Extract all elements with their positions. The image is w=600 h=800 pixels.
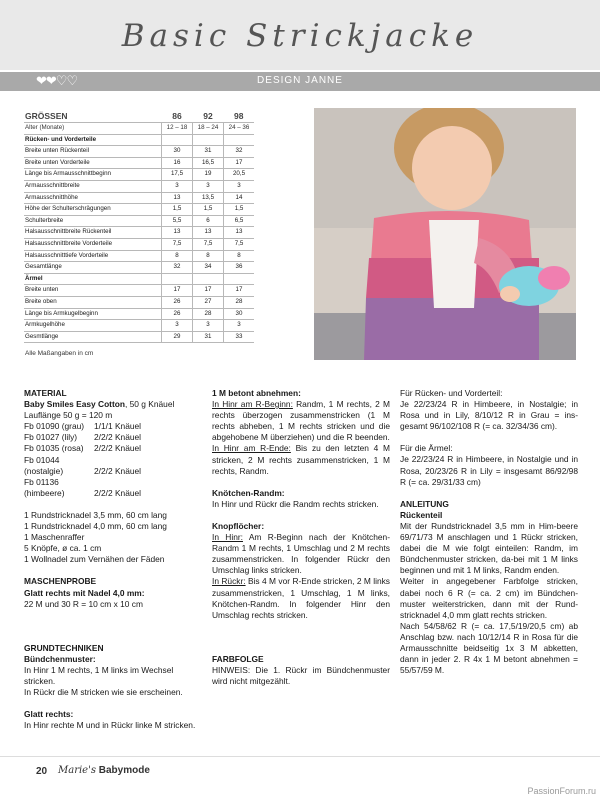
instruction-column bbox=[400, 388, 578, 676]
row-value: 26 bbox=[162, 296, 193, 308]
technique-column bbox=[212, 388, 390, 687]
maschenprobe-subheading: Glatt rechts mit Nadel 4,0 mm: bbox=[24, 587, 145, 598]
row-value: 32 bbox=[162, 262, 193, 274]
buendchen-line-1: In Hinr 1 M rechts, 1 M links im Wechsel stricken. bbox=[24, 664, 174, 686]
table-row bbox=[24, 262, 254, 274]
table-row bbox=[24, 146, 254, 158]
row-value: 19 bbox=[193, 169, 224, 181]
row-value: 28 bbox=[224, 296, 255, 308]
table-row bbox=[24, 285, 254, 297]
table-header-size: 86 bbox=[162, 110, 193, 123]
rueckenteil-heading: Rückenteil bbox=[400, 509, 443, 520]
table-row bbox=[24, 308, 254, 320]
abnehmen-text-1 bbox=[212, 399, 390, 443]
row-value: 29 bbox=[162, 331, 193, 343]
row-value bbox=[193, 134, 224, 146]
row-value: 13 bbox=[193, 227, 224, 239]
buendchen-heading: Bündchenmuster: bbox=[24, 653, 96, 664]
abnehmen-label-2: In Hinr am R-Ende: bbox=[212, 443, 291, 454]
row-label: Armkugelhöhe bbox=[24, 320, 162, 332]
tool-item: 1 Rundstricknadel 3,5 mm, 60 cm lang bbox=[24, 509, 167, 520]
material-heading: MATERIAL bbox=[24, 388, 67, 398]
row-value: 13,5 bbox=[193, 192, 224, 204]
abnehmen-body-2: Bis zu den letzten 4 M stricken, 2 M rechts zusammenstricken, 1 M rechts, Randm. bbox=[212, 443, 390, 476]
table-row bbox=[24, 331, 254, 343]
table-row bbox=[24, 180, 254, 192]
row-value: 3 bbox=[193, 180, 224, 192]
table-body bbox=[24, 123, 254, 343]
row-value: 1,5 bbox=[162, 204, 193, 216]
row-label: Halsausschnittbreite Rückenteil bbox=[24, 227, 162, 239]
row-value bbox=[162, 134, 193, 146]
knopfloecher-heading: Knopflöcher: bbox=[212, 520, 265, 531]
row-value: 18 – 24 bbox=[193, 123, 224, 135]
yarn-color: Fb 01035 (rosa) bbox=[24, 443, 84, 454]
maschenprobe-text: 22 M und 30 R = 10 cm x 10 cm bbox=[24, 598, 143, 609]
abnehmen-text-2 bbox=[212, 443, 390, 476]
row-value: 17 bbox=[162, 285, 193, 297]
table-footnote: Alle Maßangaben in cm bbox=[25, 350, 94, 357]
tool-item: 1 Rundstricknadel 4,0 mm, 60 cm lang bbox=[24, 521, 167, 532]
row-label: Ärmel bbox=[24, 273, 162, 285]
rueckenteil-text-1: Mit der Rundstricknadel 3,5 mm in Him-beere 69/71/73 M anschlagen und 1 Rückr stricken, dabei die M wie folgt einteilen: Randm, im Bündchenmuster stricken, da-bei mit 1 M links beginnen und mit 1 M links, Randm enden. bbox=[400, 520, 578, 576]
row-value bbox=[224, 134, 255, 146]
row-value: 17 bbox=[193, 285, 224, 297]
table-header-row bbox=[24, 110, 254, 123]
yarn-item bbox=[24, 421, 206, 432]
row-label: Höhe der Schulterschrägungen bbox=[24, 204, 162, 216]
row-value: 8 bbox=[162, 250, 193, 262]
yarn-amount: 2/2/2 Knäuel bbox=[94, 487, 142, 498]
knopf-label-2: In Rückr: bbox=[212, 576, 246, 587]
row-value: 1,5 bbox=[224, 204, 255, 216]
yarn-color: Fb 01044 (nostalgie) bbox=[24, 454, 64, 476]
row-value: 17,5 bbox=[162, 169, 193, 181]
material-column bbox=[24, 388, 206, 731]
row-value: 6,5 bbox=[224, 215, 255, 227]
yarn-color: Fb 01136 (himbeere) bbox=[24, 476, 65, 498]
row-value: 8 bbox=[193, 250, 224, 262]
rueckenteil-text-2: Weiter in angegebener Farbfolge stricken, dabei noch 6 R (= ca. 2 cm) im Bündchen-muster weiterstricken, dann mit der Rund-stricknadel 4,0 mm glatt rechts stricken. bbox=[400, 576, 578, 620]
row-value: 33 bbox=[224, 331, 255, 343]
table-header-size: 92 bbox=[193, 110, 224, 123]
row-value: 7,5 bbox=[162, 238, 193, 250]
yarn-amount: 1/1/1 Knäuel bbox=[94, 421, 142, 432]
row-label: Breite unten bbox=[24, 285, 162, 297]
row-label: Länge bis Armausschnittbeginn bbox=[24, 169, 162, 181]
row-label: Armausschnitthöhe bbox=[24, 192, 162, 204]
row-value: 7,5 bbox=[224, 238, 255, 250]
row-value: 31 bbox=[193, 146, 224, 158]
anleitung-heading: ANLEITUNG bbox=[400, 498, 449, 509]
row-value: 8 bbox=[224, 250, 255, 262]
tool-list bbox=[24, 510, 206, 565]
abnehmen-body-1: Randm, 1 M rechts, 2 M rechts überzogen zusammenstricken (1 M rechts abheben, 1 M rechts stricken und die abgehobene M überziehen) und die R beenden. bbox=[212, 399, 390, 443]
row-value: 13 bbox=[224, 227, 255, 239]
knopf-text-1 bbox=[212, 532, 390, 576]
row-value: 5,5 bbox=[162, 215, 193, 227]
row-value bbox=[162, 273, 193, 285]
lauflaenge: Lauflänge 50 g = 120 m bbox=[24, 410, 113, 421]
knopf-body-2: Bis 4 M vor R-Ende stricken, 2 M links zusammenstricken, 1 Umschlag, 1 M links, Knötchen-Randm. In folgender Hinr den Umschlag rechts stricken. bbox=[212, 576, 390, 620]
rv-heading: Für Rücken- und Vorderteil: bbox=[400, 388, 503, 398]
table-row bbox=[24, 215, 254, 227]
table-row bbox=[24, 227, 254, 239]
row-label: Rücken- und Vorderteile bbox=[24, 134, 162, 146]
table-header-size: 98 bbox=[224, 110, 255, 123]
abnehmen-label-1: In Hinr am R-Beginn: bbox=[212, 399, 293, 410]
row-value: 3 bbox=[162, 180, 193, 192]
magazine-script: Marie's bbox=[58, 765, 96, 776]
watermark: PassionForum.ru bbox=[527, 786, 596, 796]
row-value: 12 – 18 bbox=[162, 123, 193, 135]
row-value bbox=[193, 273, 224, 285]
row-value bbox=[224, 273, 255, 285]
row-value: 3 bbox=[224, 320, 255, 332]
table-header-label: GRÖSSEN bbox=[24, 110, 162, 123]
table-row bbox=[24, 273, 254, 285]
row-value: 17 bbox=[224, 285, 255, 297]
row-value: 3 bbox=[162, 320, 193, 332]
row-value: 16 bbox=[162, 157, 193, 169]
row-value: 14 bbox=[224, 192, 255, 204]
row-value: 16,5 bbox=[193, 157, 224, 169]
size-table bbox=[24, 110, 254, 343]
rv-text: Je 22/23/24 R in Himbeere, in Nostalgie; in Rosa und in Lily, 8/10/12 R in Grau = ins-gesamt 96/102/108 R (= ca. 32/34/36 cm). bbox=[400, 399, 578, 432]
material-yarn-line bbox=[24, 399, 206, 410]
row-label: Schulterbreite bbox=[24, 215, 162, 227]
table-row bbox=[24, 123, 254, 135]
yarn-weight: , 50 g Knäuel bbox=[125, 399, 175, 410]
yarn-item bbox=[24, 455, 206, 477]
magazine-name bbox=[58, 765, 150, 776]
row-value: 26 bbox=[162, 308, 193, 320]
row-value: 6 bbox=[193, 215, 224, 227]
row-label: Länge bis Armkugelbeginn bbox=[24, 308, 162, 320]
row-label: Gesamtlänge bbox=[24, 262, 162, 274]
row-value: 24 – 36 bbox=[224, 123, 255, 135]
table-row bbox=[24, 250, 254, 262]
row-value: 31 bbox=[193, 331, 224, 343]
tool-item: 1 Maschenraffer bbox=[24, 532, 85, 543]
row-value: 36 bbox=[224, 262, 255, 274]
row-value: 28 bbox=[193, 308, 224, 320]
row-label: Halsausschnittbreite Vorderteile bbox=[24, 238, 162, 250]
table-row bbox=[24, 320, 254, 332]
row-label: Gesmtlänge bbox=[24, 331, 162, 343]
knoetchen-heading: Knötchen-Randm: bbox=[212, 487, 285, 498]
row-value: 13 bbox=[162, 227, 193, 239]
yarn-item bbox=[24, 432, 206, 443]
row-value: 1,5 bbox=[193, 204, 224, 216]
yarn-amount: 2/2/2 Knäuel bbox=[94, 465, 142, 476]
yarn-list bbox=[24, 421, 206, 499]
rueckenteil-text-3: Nach 54/58/62 R (= ca. 17,5/19/20,5 cm) ab Anschlag bzw. nach 10/12/14 R in Rosa für die Armausschnitte beidseitig 1x 3 M abketten, dann in jeder 2. R 4x 1 M betont abnehmen = 55/57/59 M. bbox=[400, 620, 578, 676]
table-row bbox=[24, 204, 254, 216]
table-row bbox=[24, 296, 254, 308]
grundtechniken-heading: GRUNDTECHNIKEN bbox=[24, 642, 104, 653]
farbfolge-text: HINWEIS: Die 1. Rückr im Bündchenmuster wird nicht mitgezählt. bbox=[212, 664, 390, 686]
yarn-color: Fb 01027 (lily) bbox=[24, 432, 78, 443]
row-label: Breite unten Vorderteile bbox=[24, 157, 162, 169]
table-row bbox=[24, 157, 254, 169]
row-label: Breite unten Rückenteil bbox=[24, 146, 162, 158]
knopf-body-1: Am R-Beginn nach der Knötchen-Randm 1 M rechts, 1 Umschlag und 2 M rechts zusammenstricken. In folgender Rückr den Umschlag links stricken. bbox=[212, 532, 390, 576]
buendchen-line-2: In Rückr die M stricken wie sie erscheinen. bbox=[24, 687, 183, 698]
footer-divider bbox=[0, 756, 600, 757]
farbfolge-heading: FARBFOLGE bbox=[212, 653, 264, 664]
table-row bbox=[24, 192, 254, 204]
row-label: Halsausschnitttiefe Vorderteile bbox=[24, 250, 162, 262]
yarn-name: Baby Smiles Easy Cotton bbox=[24, 399, 125, 410]
table-row bbox=[24, 134, 254, 146]
row-value: 30 bbox=[162, 146, 193, 158]
tool-item: 1 Wollnadel zum Vernähen der Fäden bbox=[24, 554, 165, 565]
maschenprobe-heading: MASCHENPROBE bbox=[24, 576, 97, 587]
yarn-amount: 2/2/2 Knäuel bbox=[94, 432, 142, 443]
row-value: 17 bbox=[224, 157, 255, 169]
row-label: Alter (Monate) bbox=[24, 123, 162, 135]
photo-illustration bbox=[314, 108, 576, 360]
aermel-text: Je 22/23/24 R in Himbeere, in Nostalgie und in Rosa, 20/23/26 R in Lily = insgesamt 86/92/98 R (= ca. 29/31/33 cm) bbox=[400, 454, 578, 487]
yarn-color: Fb 01090 (grau) bbox=[24, 421, 85, 432]
row-value: 27 bbox=[193, 296, 224, 308]
row-value: 20,5 bbox=[224, 169, 255, 181]
knopf-label-1: In Hinr: bbox=[212, 532, 243, 543]
yarn-item bbox=[24, 477, 206, 499]
yarn-amount: 2/2/2 Knäuel bbox=[94, 443, 142, 454]
page-number: 20 bbox=[36, 766, 48, 777]
row-value: 34 bbox=[193, 262, 224, 274]
knoetchen-text: In Hinr und Rückr die Randm rechts stricken. bbox=[212, 498, 379, 509]
row-label: Breite oben bbox=[24, 296, 162, 308]
table-row bbox=[24, 238, 254, 250]
glatt-text: In Hinr rechte M und in Rückr linke M stricken. bbox=[24, 720, 196, 731]
row-value: 32 bbox=[224, 146, 255, 158]
glatt-heading: Glatt rechts: bbox=[24, 709, 74, 720]
tool-item: 5 Knöpfe, ø ca. 1 cm bbox=[24, 543, 102, 554]
abnehmen-heading: 1 M betont abnehmen: bbox=[212, 388, 301, 398]
yarn-item bbox=[24, 443, 206, 454]
child-photo bbox=[314, 108, 576, 360]
row-value: 7,5 bbox=[193, 238, 224, 250]
row-value: 30 bbox=[224, 308, 255, 320]
design-label: DESIGN JANNE bbox=[257, 75, 343, 86]
magazine-title: Babymode bbox=[98, 765, 150, 776]
row-value: 3 bbox=[224, 180, 255, 192]
row-label: Armausschnittbreite bbox=[24, 180, 162, 192]
row-value: 3 bbox=[193, 320, 224, 332]
table-row bbox=[24, 169, 254, 181]
knopf-text-2 bbox=[212, 576, 390, 620]
page-title: Basic Strickjacke bbox=[121, 18, 479, 54]
row-value: 13 bbox=[162, 192, 193, 204]
hearts-icon: ❤❤♡♡ bbox=[36, 73, 78, 88]
aermel-heading: Für die Ärmel: bbox=[400, 443, 453, 454]
